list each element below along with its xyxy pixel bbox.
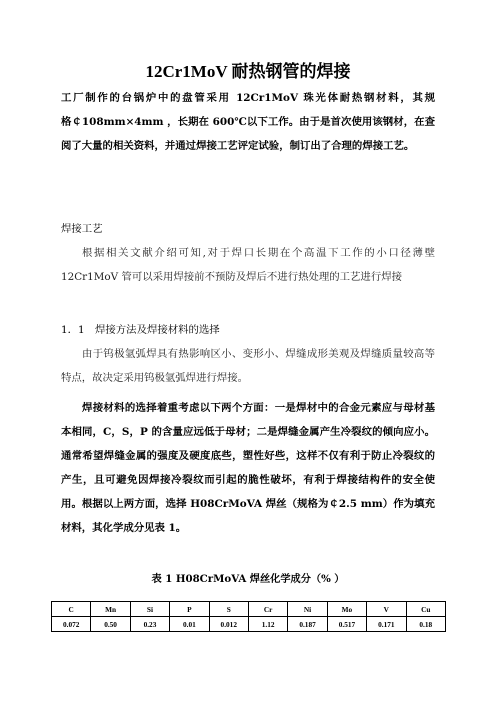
header-cell: Mo (327, 602, 366, 617)
subsection-heading: 1．1 焊接方法及焊接材料的选择 (61, 324, 220, 336)
header-cell: Ni (288, 602, 327, 617)
header-cell: P (170, 602, 209, 617)
value-cell: 0.18 (406, 617, 445, 632)
section-heading: 焊接工艺 (61, 223, 103, 235)
composition-table (51, 601, 446, 632)
value-cell: 0.01 (170, 617, 209, 632)
value-cell: 0.012 (209, 617, 248, 632)
materials-paragraph: 焊接材料的选择着重考虑以下两个方面：一是焊材中的合金元素应与母材基本相同，C，S，P 的含量应远低于母材；二是焊缝金属产生冷裂纹的倾向应小。通常希望焊缝金属的强度及硬度底些，塑性好些，这样不仅有利于防止冷裂纹的产生，且可避免因焊接冷裂纹而引起的脆性破坏，有利于焊接结构件的安全使用。根据以上两方面，选择 H08CrMoVA 焊丝（规格为￠2.5 mm）作为填充材料，其化学成分见表 1。 (61, 402, 435, 534)
header-cell: C (52, 602, 91, 617)
intro-paragraph: 工厂制作的台锅炉中的盘管采用 12Cr1MoV 珠光体耐热钢材料，其规格￠108mm×4mm ，长期在 600℃以下工作。由于是首次使用该钢材，在查阅了大量的相关资料，并通过焊接工艺评定试验，制订出了合理的焊接工艺。 (61, 92, 435, 152)
header-cell: Mn (91, 602, 130, 617)
value-cell: 0.50 (91, 617, 130, 632)
table-caption: 表 1 H08CrMoVA 焊丝化学成分（% ） (151, 573, 345, 585)
value-cell: 0.187 (288, 617, 327, 632)
section-paragraph: 根据相关文献介绍可知,对于焊口长期在个高温下工作的小口径薄壁 12Cr1MoV 管可以采用焊接前不预防及焊后不进行热处理的工艺进行焊接 (61, 247, 435, 283)
value-cell: 0.517 (327, 617, 366, 632)
document-title: 12Cr1MoV 耐热钢管的焊接 (145, 62, 351, 81)
table-value-row (52, 617, 446, 632)
value-cell: 1.12 (248, 617, 287, 632)
header-cell: Si (130, 602, 169, 617)
header-cell: Cr (248, 602, 287, 617)
header-cell: Cu (406, 602, 445, 617)
table-header-row (52, 602, 446, 617)
value-cell: 0.23 (130, 617, 169, 632)
subsection-paragraph: 由于钨极氩弧焊具有热影响区小、变形小、焊缝成形美观及焊缝质量较高等特点，故决定采用钨极氩弧焊进行焊接。 (61, 348, 435, 384)
header-cell: S (209, 602, 248, 617)
value-cell: 0.171 (367, 617, 406, 632)
value-cell: 0.072 (52, 617, 91, 632)
header-cell: V (367, 602, 406, 617)
